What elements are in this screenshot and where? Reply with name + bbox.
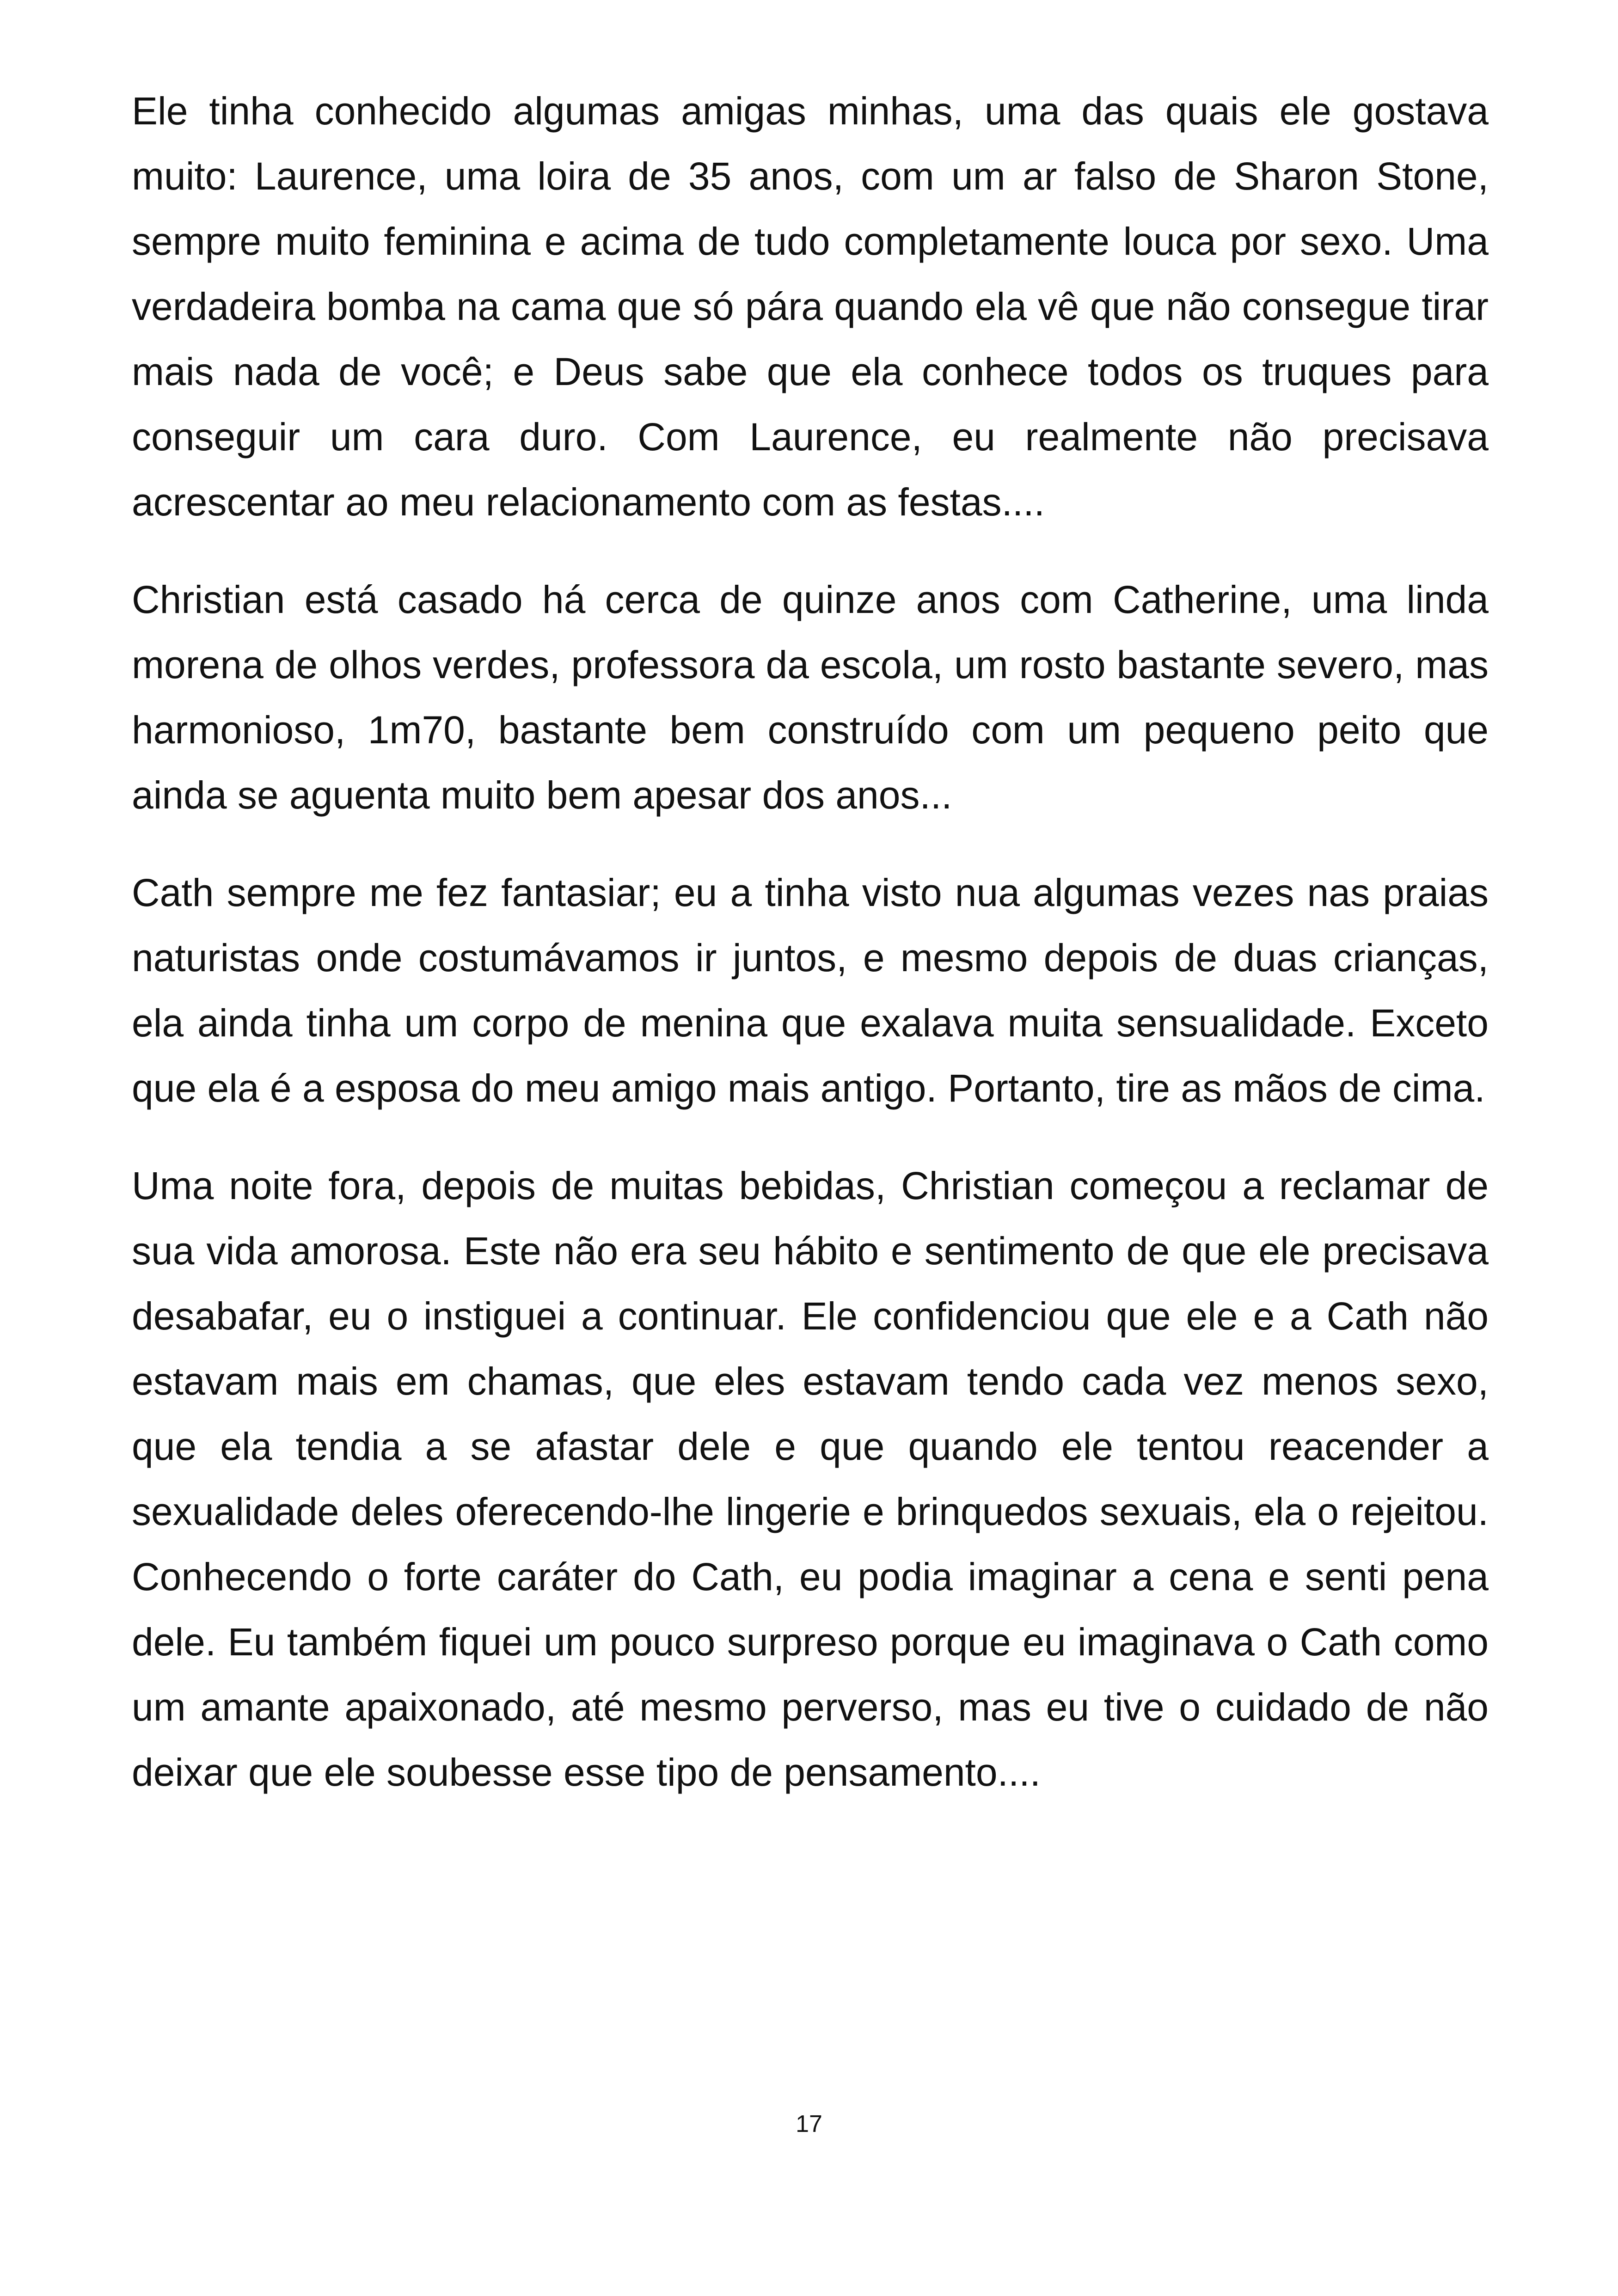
paragraph-1: Ele tinha conhecido algumas amigas minhas, uma das quais ele gostava muito: Laurence, uma loira de 35 anos, com um ar falso de Sharon Stone, sempre muito feminina e acima de tudo completamente louca por sexo. Uma verdadeira bomba na cama que só pára quando ela vê que não consegue tirar mais nada de você; e Deus sabe que ela conhece todos os truques para conseguir um cara duro. Com Laurence, eu realmente não precisava acrescentar ao meu relacionamento com as festas....	[132, 89, 1489, 524]
paragraph-2: Christian está casado há cerca de quinze anos com Catherine, uma linda morena de olhos verdes, professora da escola, um rosto bastante severo, mas harmonioso, 1m70, bastante bem construído com um pequeno peito que ainda se aguenta muito bem apesar dos anos...	[132, 578, 1489, 817]
page-number: 17	[796, 2111, 822, 2137]
paragraph-4: Uma noite fora, depois de muitas bebidas, Christian começou a reclamar de sua vida amorosa. Este não era seu hábito e sentimento de que ele precisava desabafar, eu o instiguei a continuar. Ele confidenciou que ele e a Cath não estavam mais em chamas, que eles estavam tendo cada vez menos sexo, que ela tendia a se afastar dele e que quando ele tentou reacender a sexualidade deles oferecendo-lhe lingerie e brinquedos sexuais, ela o rejeitou. Conhecendo o forte caráter do Cath, eu podia imaginar a cena e senti pena dele. Eu também fiquei um pouco surpreso porque eu imaginava o Cath como um amante apaixonado, até mesmo perverso, mas eu tive o cuidado de não deixar que ele soubesse esse tipo de pensamento....	[132, 1164, 1489, 1794]
body-text	[132, 79, 1489, 1837]
paragraph-3: Cath sempre me fez fantasiar; eu a tinha visto nua algumas vezes nas praias naturistas onde costumávamos ir juntos, e mesmo depois de duas crianças, ela ainda tinha um corpo de menina que exalava muita sensualidade. Exceto que ela é a esposa do meu amigo mais antigo. Portanto, tire as mãos de cima.	[132, 871, 1489, 1110]
